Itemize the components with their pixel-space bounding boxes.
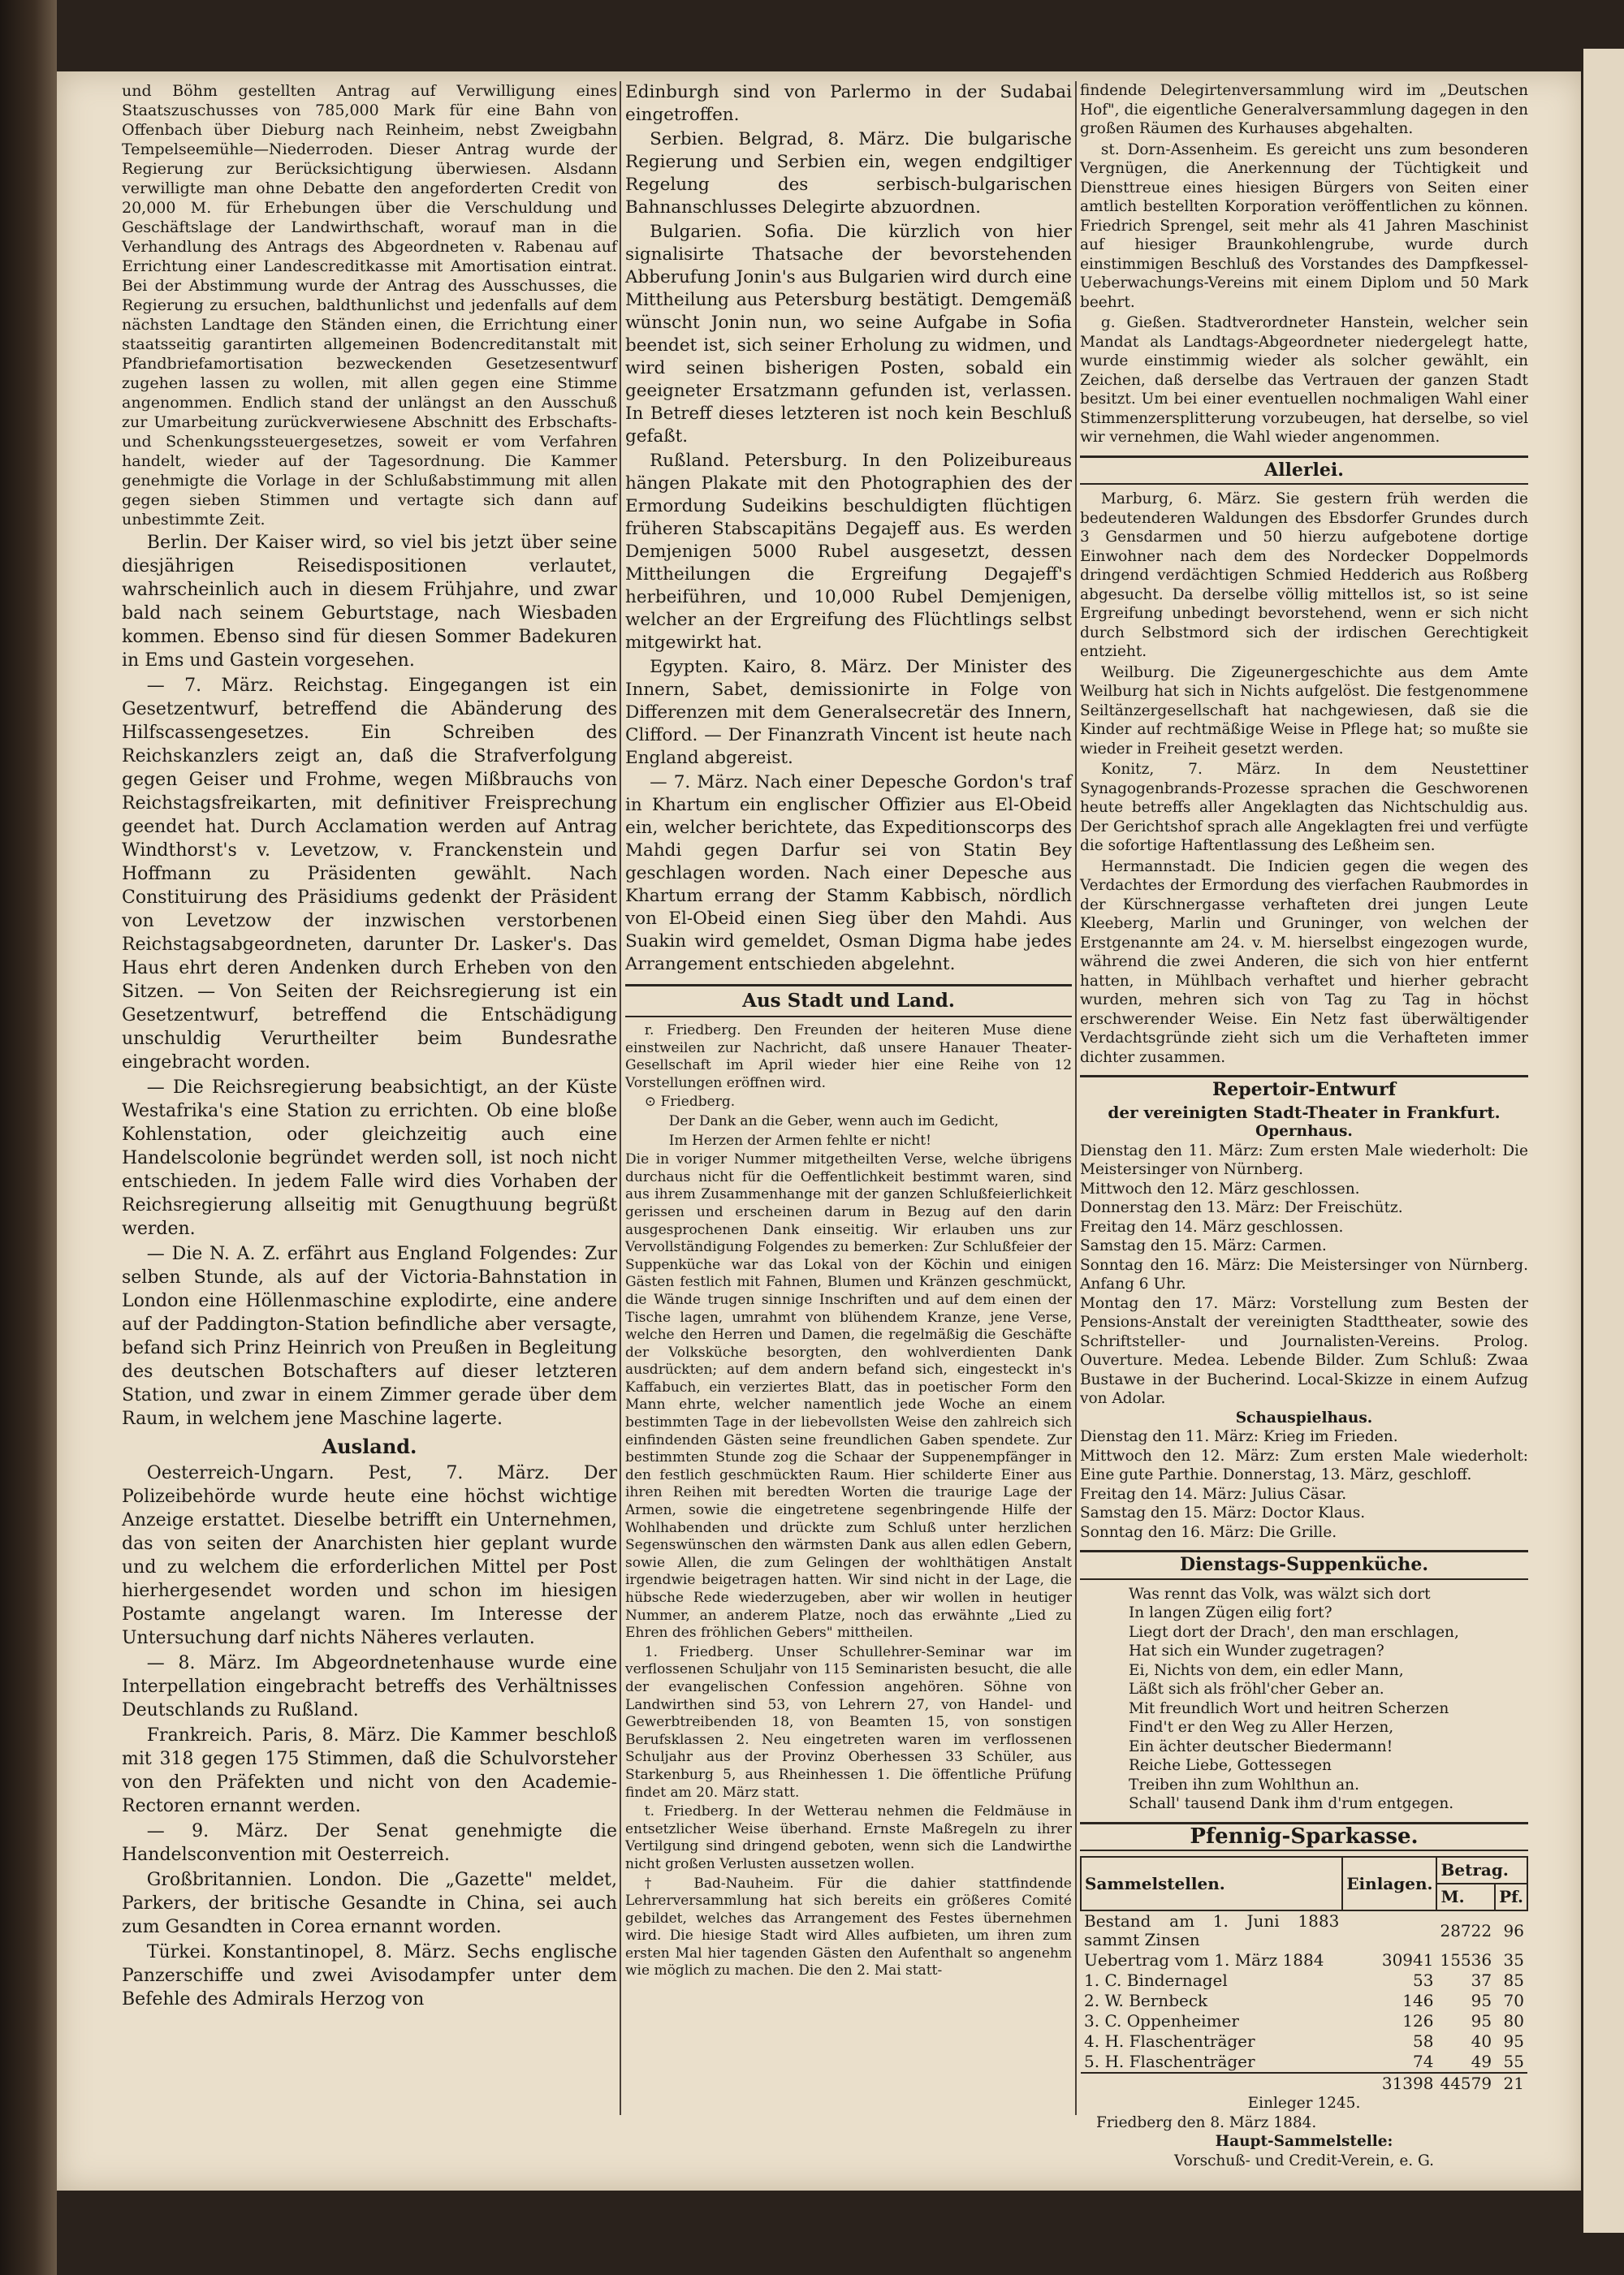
table-cell: 55	[1503, 2052, 1524, 2071]
schedule-item: Dienstag den 11. März: Zum ersten Male wiederholt: Die Meistersinger von Nürnberg.	[1080, 1142, 1528, 1178]
repertoire-subheading: der vereinigten Stadt-Theater in Frankfurt.	[1108, 1102, 1501, 1122]
column-header: Einlagen.	[1342, 1857, 1436, 1910]
article-text: — 8. März. Im Abgeordnetenhause wurde eine Interpellation eingebracht betreffs des Verhältnisses Deutschlands zu Rußland.	[122, 1653, 617, 1720]
table-row	[1081, 2052, 1527, 2073]
table-cell: 31398	[1381, 2074, 1434, 2093]
article-text: findende Delegirtenversammlung wird im „Deutschen Hof", die eigentliche Generalversammlung dagegen in den großen Räumen des Kurhauses abgehalten.	[1080, 82, 1528, 137]
section-heading: Dienstags-Suppenküche.	[1080, 1550, 1528, 1580]
article-text: r. Friedberg. Den Freunden der heiteren Muse diene einstweilen zur Nachricht, daß unsere Hanauer Theater-Gesellschaft im April wieder hier eine Reihe von 12 Vorstellungen eröffnen wird.	[625, 1022, 1072, 1091]
table-cell: 21	[1503, 2074, 1524, 2093]
table-cell: 146	[1402, 1991, 1434, 2010]
verse-line: Was rennt das Volk, was wälzt sich dort	[1129, 1585, 1431, 1603]
table-row	[1081, 2073, 1527, 2094]
article-text: 1. Friedberg. Unser Schullehrer-Seminar war im verflossenen Schuljahr von 115 Seminaristen besucht, die alle der evangelischen Confession angehören. Söhne von Landwirthen sind 53, von Lehrern 27, von Handel- und Gewerbtreibenden 18, von Beamten 15, von sonstigen Berufsklassen 2. Neu eingetreten waren im verflossenen Schuljahr aus der Provinz Oberhessen 33 Schüler, aus Starkenburg 5, aus Rheinhessen 1. Die öffentliche Prüfung findet am 20. März statt.	[625, 1643, 1072, 1801]
schedule-item: Mittwoch den 12. März: Zum ersten Male wiederholt: Eine gute Parthie. Donnerstag, 13. März, geschloff.	[1080, 1447, 1528, 1483]
schedule-item: Dienstag den 11. März: Krieg im Frieden.	[1080, 1428, 1398, 1445]
table-cell: Bestand am 1. Juni 1883 sammt Zinsen	[1084, 1911, 1340, 1949]
book-binding	[0, 0, 57, 2275]
article-text: Marburg, 6. März. Sie gestern früh werden die bedeutenderen Waldungen des Ebsdorfer Grundes durch 3 Gensdarmen und 50 hierzu aufgebotene dortige Einwohner nach dem des Nordecker Doppelmords dringend verdächtigen Schmied Hedderich aus Roßberg abgesucht. Da derselbe völlig mittellos ist, so ist seine Ergreifung unbedingt bevorstehend, wenn er sich nicht durch Selbstmord sich der irdischen Gerechtigkeit entzieht.	[1080, 490, 1528, 660]
column-3	[1080, 81, 1528, 2170]
section-heading: Allerlei.	[1080, 455, 1528, 486]
table-cell: 95	[1503, 2031, 1524, 2051]
venue-heading: Opernhaus.	[1255, 1123, 1353, 1140]
verse-line: In langen Zügen eilig fort?	[1129, 1604, 1332, 1621]
table-cell: 49	[1471, 2052, 1492, 2071]
schedule-item: Donnerstag den 13. März: Der Freischütz.	[1080, 1199, 1403, 1216]
verse-line: Ein ächter deutscher Biedermann!	[1129, 1738, 1393, 1755]
poem	[1080, 1585, 1528, 1814]
article-text: Frankreich. Paris, 8. März. Die Kammer beschloß mit 318 gegen 175 Stimmen, daß die Schulvorsteher von den Präfekten und nicht von den Academie-Rectoren ernannt werden.	[122, 1725, 617, 1816]
section-heading: Aus Stadt und Land.	[625, 984, 1072, 1017]
table-footnote: Einleger 1245.	[1247, 2095, 1361, 2112]
table-cell: 3. C. Oppenheimer	[1084, 2011, 1239, 2031]
column-header: Sammelstellen.	[1081, 1857, 1342, 1910]
verse-line: Läßt sich als fröhl'cher Geber an.	[1129, 1681, 1384, 1698]
verse-line: Liegt dort der Drach', den man erschlagen,	[1129, 1623, 1459, 1641]
column-rule	[1075, 81, 1077, 2115]
table-cell: 4. H. Flaschenträger	[1084, 2031, 1255, 2051]
schedule-item: Mittwoch den 12. März geschlossen.	[1080, 1180, 1360, 1198]
article-text: t. Friedberg. In der Wetterau nehmen die Feldmäuse in entsetzlicher Weise überhand. Ernste Maßregeln zu ihrer Vertilgung sind dringend geboten, wenn sich die Landwirthe nicht großen Verlusten aussetzen wollen.	[625, 1803, 1072, 1872]
table-row	[1081, 1971, 1527, 1991]
verse-line: Ei, Nichts von dem, ein edler Mann,	[1129, 1661, 1404, 1679]
table-cell: 126	[1402, 2011, 1434, 2031]
schedule-item: Freitag den 14. März: Julius Cäsar.	[1080, 1485, 1347, 1503]
table-cell: 40	[1471, 2031, 1492, 2051]
column-1	[122, 81, 617, 2013]
article-text: Konitz, 7. März. In dem Neustettiner Synagogenbrands-Prozesse sprachen die Geschworenen heute betreffs aller Angeklagten das Nichtschuldig aus. Der Gerichtshof sprach alle Angeklagten frei und verfügte die sofortige Haftentlassung des Leßheim sen.	[1080, 761, 1528, 854]
article-text: — 9. März. Der Senat genehmigte die Handelsconvention mit Oesterreich.	[122, 1821, 617, 1865]
verse-line: Mit freundlich Wort und heitren Scherzen	[1129, 1699, 1449, 1717]
table-cell	[1081, 2073, 1342, 2094]
table-cell: 28722	[1440, 1920, 1492, 1940]
schedule-item: Samstag den 15. März: Doctor Klaus.	[1080, 1504, 1366, 1522]
article-text: ⊙ Friedberg.	[644, 1094, 736, 1111]
table-cell: 2. W. Bernbeck	[1084, 1991, 1208, 2010]
column-2	[625, 81, 1072, 1982]
table-cell: 96	[1503, 1920, 1524, 1940]
repertoire-heading: Repertoir-Entwurf	[1080, 1075, 1528, 1103]
table-cell: 95	[1471, 1991, 1492, 2010]
column-header: Pf.	[1495, 1884, 1527, 1910]
table-cell: 53	[1413, 1971, 1434, 1990]
table-row	[1081, 1910, 1527, 1950]
adjacent-page-edge	[1581, 49, 1624, 2233]
verse-line: Schall' tausend Dank ihm d'rum entgegen.	[1129, 1795, 1454, 1812]
column-header: M.	[1436, 1884, 1495, 1910]
table-cell: 80	[1503, 2011, 1524, 2031]
verse-line: Treiben ihn zum Wohlthun an.	[1129, 1776, 1359, 1794]
article-text: Hermannstadt. Die Indicien gegen die wegen des Verdachtes der Ermordung des vierfachen Raubmordes in der Kürschnergasse verhafteten drei jungen Leute Kleeberg, Marlin und Gruninger, von welchen der Erstgenannte am 24. v. M. hierselbst eingezogen wurde, während die zwei Anderen, die sich von hier entfernt hatten, in Mühlbach verhaftet und hierher gebracht wurden, mehren sich von Tag zu Tag in höchst erschwerender Weise. Ein Netz fast überwältigender Verdachtsgründe zieht sich um die Verhafteten immer dichter zusammen.	[1080, 857, 1528, 1066]
section-heading: Ausland.	[322, 1435, 417, 1458]
article-text: † Bad-Nauheim. Für die dahier stattfindende Lehrerversammlung hat sich bereits ein größeres Comité gebildet, welches das Arrangement des Festes übernehmen wird. Die hiesige Stadt wird Alles aufbieten, um ihren zum ersten Mal hier tagenden Gästen den Aufenthalt so angenehm wie möglich zu machen. Die den 2. Mai statt-	[625, 1875, 1072, 1979]
verse-line: Der Dank an die Geber, wenn auch im Gedicht,	[668, 1112, 999, 1129]
table-cell: 5. H. Flaschenträger	[1084, 2052, 1255, 2071]
table-row	[1081, 2031, 1527, 2052]
schedule-list	[1080, 1142, 1528, 1409]
table-cell: 35	[1503, 1950, 1524, 1970]
savings-table	[1080, 1856, 1528, 2094]
section-heading: Pfennig-Sparkasse.	[1080, 1822, 1528, 1852]
verse-line: Im Herzen der Armen fehlte er nicht!	[668, 1132, 931, 1149]
article-text: Bulgarien. Sofia. Die kürzlich von hier signalisirte Thatsache der bevorstehenden Abberufung Jonin's aus Bulgarien wird durch eine Mittheilung aus Petersburg bestätigt. Demgemäß wünscht Jonin nun, wo seine Aufgabe in Sofia beendet ist, sich seiner Erholung zu widmen, und wird seinen bisherigen Posten, sobald ein geeigneter Ersatzmann gefunden ist, verlassen. In Betreff dieses letzteren ist noch kein Beschluß gefaßt.	[625, 222, 1072, 447]
article-text: Rußland. Petersburg. In den Polizeibureaus hängen Plakate mit den Photographien des der Ermordung Sudeikins beschuldigten flüchtigen früheren Stabscapitäns Degajeff aus. Es werden Demjenigen 5000 Rubel ausgesetzt, dessen Mittheilungen die Ergreifung Degajeff's herbeiführen, und 10,000 Rubel Demjenigen, welcher an der Ergreifung des Flüchtlings selbst mitgewirkt hat.	[625, 451, 1072, 653]
article-text: Die in voriger Nummer mitgetheilten Verse, welche übrigens durchaus nicht für die Oeffentlichkeit bestimmt waren, sind aus ihrem Zusammenhange mit der ganzen Schlußfeierlichkeit gerissen und erscheinen darum in Bezug auf den darin ausgesprochenen Dank einseitig. Wir erlauben uns zur Vervollständigung Folgendes zu bemerken: Zur Schlußfeier der Suppenküche war das Lokal von der Köchin und einigen Gästen festlich mit Fahnen, Blumen und Kränzen geschmückt, die Wände trugen sinnige Inschriften und auf dem einen der Tische lagen, umrahmt von blühendem Kranze, jene Verse, welche den Herren und Damen, die regelmäßig die Geschäfte der Volksküche besorgten, den wohlverdienten Dank ausdrückten; auf dem andern befand sich, eingesteckt in's Kaffabuch, ein verziertes Blatt, das in poetischer Form den Mann ehrte, welcher namentlich jede Woche an einem bestimmten Tage in der liebevollsten Weise den zahlreich sich einfindenden Gästen seine freundlichen Gaben spendete. Zur bestimmten Stunde zog die Schaar der Suppenempfänger in den festlich geschmückten Raum. Hier schilderte Einer aus ihren Reihen mit beredten Worten die traurige Lage der Armen, sowie die eingetretene segenbringende Hilfe der Wohlhabenden und drückte zum Schluß unter herzlichen Segenswünschen den wärmsten Dank aus allen edlen Gebern, sowie Allen, die zum Gelingen der wohlthätigen Anstalt irgendwie beigetragen hatten. Wir sind nicht in der Lage, die hübsche Rede wiederzugeben, aber wir wollen in heutiger Nummer, an anderem Platze, noch das erwähnte „Lied zu Ehren des fröhlichen Gebers" mittheilen.	[625, 1151, 1072, 1642]
venue-heading: Schauspielhaus.	[1235, 1409, 1373, 1427]
article-text: Oesterreich-Ungarn. Pest, 7. März. Der Polizeibehörde wurde heute eine höchst wichtige Anzeige erstattet. Dieselbe betrifft ein Unternehmen, das von seiten der Anarchisten hier geplant wurde und zu welchem die erforderlichen Mittel per Post hierhergesendet worden und schon im hiesigen Postamte angelangt waren. Im Interesse der Untersuchung darf nichts Näheres verlauten.	[122, 1463, 617, 1648]
table-cell: 15536	[1440, 1950, 1492, 1970]
table-cell: 30941	[1381, 1950, 1434, 1970]
article-text: Serbien. Belgrad, 8. März. Die bulgarische Regierung und Serbien ein, wegen endgiltiger Regelung des serbisch-bulgarischen Bahnanschlusses Delegirte abzuordnen.	[625, 129, 1072, 218]
article-text: Egypten. Kairo, 8. März. Der Minister des Innern, Sabet, demissionirte in Folge von Differenzen mit dem Generalsecretär des Innern, Clifford. — Der Finanzrath Vincent ist heute nach England abgereist.	[625, 657, 1072, 768]
table-footnote: Friedberg den 8. März 1884.	[1096, 2113, 1317, 2131]
table-cell: Uebertrag vom 1. März 1884	[1084, 1950, 1324, 1970]
table-cell: 58	[1413, 2031, 1434, 2051]
verse-line: Reiche Liebe, Gottessegen	[1129, 1757, 1332, 1774]
article-text: Türkei. Konstantinopel, 8. März. Sechs englische Panzerschiffe und zwei Avisodampfer unter dem Befehle des Admirals Herzog von	[122, 1942, 617, 2010]
article-text: — 7. März. Nach einer Depesche Gordon's traf in Khartum ein englischer Offizier aus El-Obeid ein, welcher berichtete, das Expeditionscorps des Mahdi gegen Darfur sei von Statin Bey geschlagen worden. Nach einer Depesche aus Khartum errang der Stamm Kabbisch, nördlich von El-Obeid einen Sieg über den Mahdi. Aus Suakin wird gemeldet, Osman Digma habe jedes Arrangement entschieden abgelehnt.	[625, 772, 1072, 974]
table-cell: 1. C. Bindernagel	[1084, 1971, 1228, 1990]
table-cell: 95	[1471, 2011, 1492, 2031]
verse-line: Hat sich ein Wunder zugetragen?	[1129, 1643, 1384, 1660]
column-rule	[620, 81, 621, 2115]
article-text: und Böhm gestellten Antrag auf Verwilligung eines Staatszuschusses von 785,000 Mark für eine Bahn von Offenbach über Dieburg nach Reinheim, nebst Zweigbahn Tempelseemühle—Niederroden. Dieser Antrag wurde der Regierung zur Berücksichtigung überwiesen. Alsdann verwilligte man ohne Debatte den angeforderten Credit von 20,000 M. für Erhebungen über die Verschuldung und Geschäftslage der Landwirthschaft, worauf man in die Verhandlung des Antrags des Abgeordneten v. Rabenau auf Errichtung einer Landescreditkasse mit Amortisation eintrat. Bei der Abstimmung wurde der Antrag des Ausschusses, die Regierung zu ersuchen, baldthunlichst und jedenfalls auf dem nächsten Landtage den Ständen einen, die Errichtung einer staatsseitig garantirten allgemeinen Bodencreditanstalt mit Pfandbriefamortisation bezweckenden Gesetzesentwurf zugehen lassen zu wollen, mit allen gegen eine Stimme angenommen. Endlich stand der unlängst an den Ausschuß zur Umarbeitung zurückverwiesene Abschnitt des Erbschafts- und Schenkungssteuergesetzes, soweit er vom Verfahren handelt, wieder auf der Tagesordnung. Die Kammer genehmigte die Vorlage in der Schlußabstimmung mit allen gegen sieben Stimmen und vertagte sich dann auf unbestimmte Zeit.	[122, 82, 617, 529]
table-cell: 74	[1413, 2052, 1434, 2071]
article-text: — Die Reichsregierung beabsichtigt, an der Küste Westafrika's eine Station zu errichten. Ob eine bloße Kohlenstation, oder gleichzeitig auch eine Handelscolonie begründet werden soll, ist noch nicht entschieden. In jedem Falle wird dies Vorhaben der Reichsregierung allseitig mit Genugthuung begrüßt werden.	[122, 1077, 617, 1239]
schedule-list	[1080, 1427, 1528, 1542]
table-row	[1081, 2011, 1527, 2031]
table-row	[1081, 1991, 1527, 2011]
article-text: Berlin. Der Kaiser wird, so viel bis jetzt über seine diesjährigen Reisedispositionen verlautet, wahrscheinlich auch in diesem Frühjahre, und zwar bald nach seinem Geburtstage, nach Wiesbaden kommen. Ebenso sind für diesen Sommer Badekuren in Ems und Gastein vorgesehen.	[122, 533, 617, 671]
table-cell: 37	[1471, 1971, 1492, 1990]
table-row	[1081, 1950, 1527, 1971]
article-text: Großbritannien. London. Die „Gazette" meldet, Parkers, der britische Gesandte in China, sei auch zum Gesandten in Corea ernannt worden.	[122, 1870, 617, 1937]
article-text: Edinburgh sind von Parlermo in der Sudabai eingetroffen.	[625, 82, 1072, 125]
table-cell: 85	[1503, 1971, 1524, 1990]
schedule-item: Sonntag den 16. März: Die Grille.	[1080, 1523, 1337, 1541]
article-text: — Die N. A. Z. erfährt aus England Folgendes: Zur selben Stunde, als auf der Victoria-Bahnstation in London eine Höllenmaschine explodirte, eine andere auf der Paddington-Station befindliche aber versagte, befand sich Prinz Heinrich von Preußen in Begleitung des deutschen Botschafters auf dieser letzteren Station, und zwar in einem Zimmer gerade über dem Raum, in welchem jene Maschine lagerte.	[122, 1244, 617, 1429]
schedule-item: Freitag den 14. März geschlossen.	[1080, 1218, 1344, 1236]
article-text: Weilburg. Die Zigeunergeschichte aus dem Amte Weilburg hat sich in Nichts aufgelöst. Die festgenommene Seiltänzergesellschaft hat nachgewiesen, daß sie die Kinder auf rechtmäßige Weise in Pflege hat; so mußte sie wieder in Freiheit gesetzt werden.	[1080, 663, 1528, 758]
verse-line: Find't er den Weg zu Aller Herzen,	[1129, 1719, 1394, 1736]
table-cell	[1342, 1910, 1436, 1950]
article-text: g. Gießen. Stadtverordneter Hanstein, welcher sein Mandat als Landtags-Abgeordneter niedergelegt hatte, wurde einstimmig wieder als solcher gewählt, ein Zeichen, daß derselbe das Vertrauen der ganzen Stadt besitzt. Um bei einer eventuellen nochmaligen Wahl einer Stimmenzersplitterung vorzubeugen, hat derselbe, so viel wir vernehmen, die Wahl wieder angenommen.	[1080, 314, 1528, 446]
article-text: — 7. März. Reichstag. Eingegangen ist ein Gesetzentwurf, betreffend die Abänderung des Hilfscassengesetzes. Ein Schreiben des Reichskanzlers zeigt an, daß die Strafverfolgung gegen Geiser und Frohme, wegen Mißbrauchs von Reichstagsfreikarten, mit definitiver Freisprechung geendet hat. Durch Acclamation werden auf Antrag Windthorst's v. Levetzow, v. Franckenstein und Hoffmann zu Präsidenten gewählt. Nach Constituirung des Präsidiums gedenkt der Präsident von Levetzow der inzwischen verstorbenen Reichstagsabgeordneten, darunter Dr. Lasker's. Das Haus ehrt deren Andenken durch Erheben von den Sitzen. — Von Seiten der Reichsregierung ist ein Gesetzentwurf, betreffend die Entschädigung unschuldig Verurtheilter beim Bundesrathe eingebracht worden.	[122, 676, 617, 1073]
table-cell: 70	[1503, 1991, 1524, 2010]
column-header: Betrag.	[1436, 1857, 1527, 1884]
table-cell: 44579	[1440, 2074, 1492, 2093]
schedule-item: Samstag den 15. März: Carmen.	[1080, 1237, 1327, 1254]
table-footnote: Vorschuß- und Credit-Verein, e. G.	[1173, 2152, 1435, 2169]
table-footnote: Haupt-Sammelstelle:	[1215, 2133, 1393, 2150]
schedule-item: Montag den 17. März: Vorstellung zum Besten der Pensions-Anstalt der vereinigten Stadttheater, sowie des Schriftsteller- und Journalisten-Vereins. Prolog. Ouverture. Medea. Lebende Bilder. Zum Schluß: Zwaa Bustawe in der Bucherind. Local-Skizze in einem Aufzug von Adolar.	[1080, 1294, 1528, 1407]
article-text: st. Dorn-Assenheim. Es gereicht uns zum besonderen Vergnügen, die Anerkennung der Tüchtigkeit und Diensttreue eines hiesigen Bürgers von Seiten einer amtlich bestellten Korporation veröffentlichen zu können. Friedrich Sprengel, seit mehr als 41 Jahren Maschinist auf hiesiger Braunkohlengrube, wurde durch einstimmigen Beschluß des Vorstandes des Dampfkessel-Ueberwachungs-Vereins mit einem Diplom und 50 Mark beehrt.	[1080, 140, 1528, 311]
schedule-item: Sonntag den 16. März: Die Meistersinger von Nürnberg. Anfang 6 Uhr.	[1080, 1256, 1528, 1293]
